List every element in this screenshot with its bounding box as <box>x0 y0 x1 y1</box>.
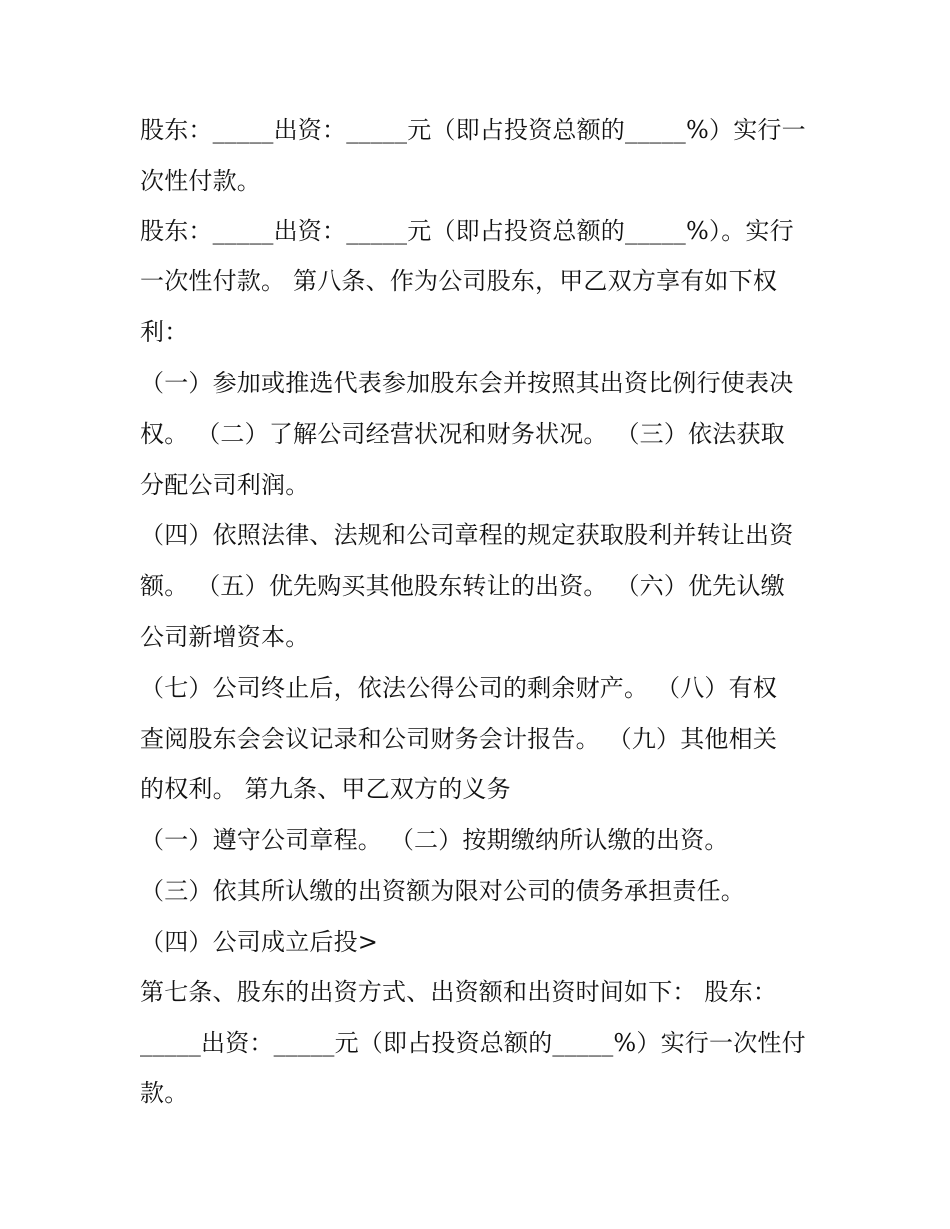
text-line: （一）参加或推选代表参加股东会并按照其出资比例行使表决 <box>140 369 794 397</box>
text-line: 权。 （二）了解公司经营状况和财务状况。 （三）依法获取 <box>140 420 785 448</box>
text-line: 额。 （五）优先购买其他股东转让的出资。 （六）优先认缴 <box>140 572 785 600</box>
text-line: （一）遵守公司章程。 （二）按期缴纳所认缴的出资。 <box>140 826 729 854</box>
text-line: 一次性付款。 第八条、作为公司股东，甲乙双方享有如下权 <box>140 267 778 295</box>
text-line: 公司新增资本。 <box>140 623 310 651</box>
text-line: 利： <box>140 318 189 346</box>
text-line: 款。 <box>140 1079 189 1107</box>
text-line: 股东：_____出资：_____元（即占投资总额的_____%）。实行 <box>140 217 794 245</box>
text-line: 分配公司利润。 <box>140 471 310 499</box>
text-line: （四）依照法律、法规和公司章程的规定获取股利并转让出资 <box>140 521 794 549</box>
text-line: （四）公司成立后投> <box>140 928 379 956</box>
text-line: 股东：_____出资：_____元（即占投资总额的_____%）实行一 <box>140 116 806 144</box>
text-line: 的权利。 第九条、甲乙双方的义务 <box>140 775 511 803</box>
text-line: 第七条、股东的出资方式、出资额和出资时间如下： 股东： <box>140 978 778 1006</box>
text-line: （七）公司终止后，依法公得公司的剩余财产。 （八）有权 <box>140 674 778 702</box>
text-line: _____出资：_____元（即占投资总额的_____%）实行一次性付 <box>140 1029 806 1057</box>
text-line: 次性付款。 <box>140 167 261 195</box>
text-line: 查阅股东会会议记录和公司财务会计报告。 （九）其他相关 <box>140 725 778 753</box>
text-line: （三）依其所认缴的出资额为限对公司的债务承担责任。 <box>140 877 745 905</box>
